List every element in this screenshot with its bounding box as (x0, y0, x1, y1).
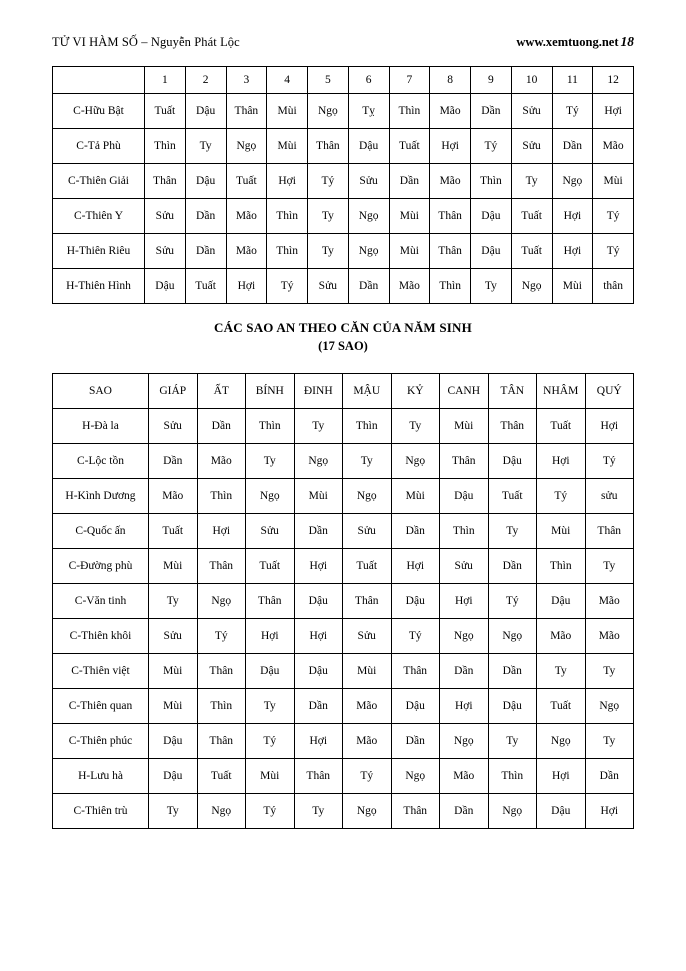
cell: Ngọ (440, 619, 489, 654)
header-cell-binh: BÍNH (246, 374, 295, 409)
cell: Dậu (294, 584, 343, 619)
cell: Ngọ (391, 759, 440, 794)
cell: Mùi (343, 654, 392, 689)
cell: Thân (430, 234, 471, 269)
cell: Dần (294, 514, 343, 549)
cell: Mùi (294, 479, 343, 514)
cell: Hợi (294, 724, 343, 759)
cell: Mão (343, 689, 392, 724)
row-label: H-Thiên Riêu (53, 234, 145, 269)
header-cell-9: 9 (471, 67, 512, 94)
page-header (52, 34, 634, 50)
table-row (53, 759, 634, 794)
book-title: TỬ VI HÀM SỐ – Nguyễn Phát Lộc (52, 35, 240, 49)
cell: Dần (440, 654, 489, 689)
cell: Sửu (343, 619, 392, 654)
header-cell-at: ẤT (197, 374, 246, 409)
cell: Dậu (488, 444, 537, 479)
cell: Ty (149, 794, 198, 829)
cell: Tuất (488, 479, 537, 514)
row-label: C-Văn tinh (53, 584, 149, 619)
cell: Ty (585, 654, 634, 689)
cell: Mão (585, 584, 634, 619)
cell: Mùi (537, 514, 586, 549)
table-row (53, 724, 634, 759)
cell: Thân (197, 724, 246, 759)
cell: Tý (267, 269, 308, 304)
cell: Mão (440, 759, 489, 794)
cell: Tý (593, 199, 634, 234)
cell: Mùi (246, 759, 295, 794)
cell: Thìn (389, 94, 430, 129)
cell: Thìn (343, 409, 392, 444)
header-cell-12: 12 (593, 67, 634, 94)
cell: Ty (471, 269, 512, 304)
cell: Mão (585, 619, 634, 654)
cell: Dần (391, 514, 440, 549)
row-label: C-Lộc tồn (53, 444, 149, 479)
cell: Ngọ (585, 689, 634, 724)
cell: Sửu (511, 129, 552, 164)
cell: Thân (197, 549, 246, 584)
cell: Mùi (552, 269, 593, 304)
row-label: H-Đà la (53, 409, 149, 444)
row-label: C-Thiên phúc (53, 724, 149, 759)
cell: Hợi (294, 619, 343, 654)
cell: Sửu (246, 514, 295, 549)
cell: Mùi (149, 654, 198, 689)
table-header-row (53, 374, 634, 409)
cell: Dậu (185, 164, 226, 199)
header-cell-8: 8 (430, 67, 471, 94)
cell: Thân (145, 164, 186, 199)
cell: Tuất (197, 759, 246, 794)
row-label: C-Tả Phù (53, 129, 145, 164)
cell: Ngọ (511, 269, 552, 304)
cell: Ngọ (552, 164, 593, 199)
header-cell-7: 7 (389, 67, 430, 94)
section-subtitle: (17 SAO) (318, 338, 368, 353)
cell: Sửu (348, 164, 389, 199)
cell: Mùi (389, 234, 430, 269)
cell: Tý (537, 479, 586, 514)
header-cell-11: 11 (552, 67, 593, 94)
cell: Tý (585, 444, 634, 479)
cell: Tuất (511, 199, 552, 234)
cell: Thìn (197, 479, 246, 514)
cell: Thân (488, 409, 537, 444)
cell: Dậu (488, 689, 537, 724)
cell: Ty (511, 164, 552, 199)
cell: Sửu (145, 199, 186, 234)
cell: Dần (471, 94, 512, 129)
cell: Thân (391, 654, 440, 689)
cell: Mão (226, 199, 267, 234)
cell: Ngọ (348, 199, 389, 234)
cell: Hợi (537, 444, 586, 479)
cell: Hợi (552, 234, 593, 269)
cell: Thân (391, 794, 440, 829)
row-label: C-Thiên quan (53, 689, 149, 724)
table-row (53, 584, 634, 619)
cell: Thân (197, 654, 246, 689)
cell: Sửu (149, 619, 198, 654)
cell: Dần (197, 409, 246, 444)
header-cell-blank (53, 67, 145, 94)
table-row (53, 479, 634, 514)
cell: Hợi (391, 549, 440, 584)
cell: Hợi (246, 619, 295, 654)
cell: Tỵ (348, 94, 389, 129)
cell: Tuất (511, 234, 552, 269)
cell: Tý (593, 234, 634, 269)
cell: Mão (593, 129, 634, 164)
cell: Tý (246, 794, 295, 829)
cell: Dậu (391, 689, 440, 724)
cell: Tuất (389, 129, 430, 164)
cell: Thìn (440, 514, 489, 549)
cell: Thìn (145, 129, 186, 164)
cell: Ngọ (488, 794, 537, 829)
table-row (53, 689, 634, 724)
cell: Ty (185, 129, 226, 164)
cell: Tuất (226, 164, 267, 199)
header-cell-1: 1 (145, 67, 186, 94)
cell: Dậu (537, 794, 586, 829)
site-url: www.xemtuong.net (516, 35, 619, 49)
cell: Mão (389, 269, 430, 304)
cell: Thân (430, 199, 471, 234)
cell: Sửu (440, 549, 489, 584)
cell: Dậu (391, 584, 440, 619)
cell: Thìn (488, 759, 537, 794)
header-cell-2: 2 (185, 67, 226, 94)
row-label: C-Đường phù (53, 549, 149, 584)
cell: Mão (149, 479, 198, 514)
header-cell-ky: KỶ (391, 374, 440, 409)
cell: Ngọ (348, 234, 389, 269)
cell: Tuất (185, 269, 226, 304)
cell: Dậu (440, 479, 489, 514)
cell: Hợi (593, 94, 634, 129)
cell: Mùi (149, 689, 198, 724)
cell: Mùi (389, 199, 430, 234)
cell: Thân (246, 584, 295, 619)
table-row (53, 619, 634, 654)
header-cell-10: 10 (511, 67, 552, 94)
header-cell-3: 3 (226, 67, 267, 94)
cell: Ty (488, 514, 537, 549)
cell: Dậu (246, 654, 295, 689)
cell: Mão (430, 94, 471, 129)
cell: Tý (552, 94, 593, 129)
cell: Mão (343, 724, 392, 759)
cell: Dậu (471, 234, 512, 269)
cell: Ngọ (440, 724, 489, 759)
cell: Thân (440, 444, 489, 479)
cell: Dần (391, 724, 440, 759)
row-label: C-Quốc ấn (53, 514, 149, 549)
cell: Tý (391, 619, 440, 654)
header-cell-quy: QUÝ (585, 374, 634, 409)
cell: Mão (226, 234, 267, 269)
cell: Tuất (343, 549, 392, 584)
cell: Dần (294, 689, 343, 724)
cell: Ngọ (226, 129, 267, 164)
cell: Dậu (294, 654, 343, 689)
header-cell-giap: GIÁP (149, 374, 198, 409)
header-cell-4: 4 (267, 67, 308, 94)
cell: Dần (185, 234, 226, 269)
row-label: C-Thiên khôi (53, 619, 149, 654)
cell: Sửu (308, 269, 349, 304)
cell: Ty (294, 794, 343, 829)
cell: Ty (246, 444, 295, 479)
table-row (53, 164, 634, 199)
header-cell-canh: CANH (440, 374, 489, 409)
cell: Ty (585, 549, 634, 584)
cell: Dần (488, 549, 537, 584)
cell: Tuất (145, 94, 186, 129)
cell: Ngọ (294, 444, 343, 479)
header-cell-nham: NHÂM (537, 374, 586, 409)
cell: Ty (585, 724, 634, 759)
cell: Thìn (471, 164, 512, 199)
cell: Ty (149, 584, 198, 619)
cell: Tuất (149, 514, 198, 549)
table-stars-by-branch (52, 66, 634, 304)
cell: Hợi (294, 549, 343, 584)
row-label: C-Thiên trù (53, 794, 149, 829)
header-cell-6: 6 (348, 67, 389, 94)
cell: Mùi (440, 409, 489, 444)
table-row (53, 129, 634, 164)
cell: thân (593, 269, 634, 304)
row-label: C-Hữu Bật (53, 94, 145, 129)
cell: Ty (537, 654, 586, 689)
cell: Sửu (343, 514, 392, 549)
cell: Dậu (537, 584, 586, 619)
cell: Dần (185, 199, 226, 234)
table-header-row (53, 67, 634, 94)
cell: Ty (294, 409, 343, 444)
cell: Ty (246, 689, 295, 724)
cell: Thìn (197, 689, 246, 724)
row-label: C-Thiên Giải (53, 164, 145, 199)
row-label: C-Thiên việt (53, 654, 149, 689)
cell: Hợi (552, 199, 593, 234)
cell: Sửu (149, 409, 198, 444)
cell: Ngọ (197, 584, 246, 619)
cell: Mão (197, 444, 246, 479)
cell: Dậu (149, 759, 198, 794)
cell: Hợi (585, 794, 634, 829)
cell: Tý (246, 724, 295, 759)
cell: Hợi (267, 164, 308, 199)
cell: Hợi (585, 409, 634, 444)
cell: Ty (488, 724, 537, 759)
cell: Dậu (348, 129, 389, 164)
cell: Thân (294, 759, 343, 794)
row-label: C-Thiên Y (53, 199, 145, 234)
table-row (53, 199, 634, 234)
cell: Dậu (185, 94, 226, 129)
cell: Hợi (197, 514, 246, 549)
cell: Ngọ (308, 94, 349, 129)
table-row (53, 234, 634, 269)
header-cell-sao: SAO (53, 374, 149, 409)
cell: sửu (585, 479, 634, 514)
cell: Thìn (537, 549, 586, 584)
page-number: 18 (620, 34, 634, 49)
cell: Thân (308, 129, 349, 164)
cell: Tuất (537, 409, 586, 444)
cell: Thân (226, 94, 267, 129)
header-cell-dinh: ĐINH (294, 374, 343, 409)
cell: Tuất (246, 549, 295, 584)
table-row (53, 514, 634, 549)
cell: Hợi (430, 129, 471, 164)
cell: Dậu (149, 724, 198, 759)
cell: Hợi (226, 269, 267, 304)
table-stars-by-stem (52, 373, 634, 829)
cell: Thìn (267, 199, 308, 234)
cell: Dần (348, 269, 389, 304)
cell: Mùi (391, 479, 440, 514)
cell: Dần (389, 164, 430, 199)
cell: Ngọ (197, 794, 246, 829)
cell: Mùi (267, 94, 308, 129)
cell: Dần (552, 129, 593, 164)
table-row (53, 444, 634, 479)
site-and-page (516, 34, 634, 50)
cell: Dần (488, 654, 537, 689)
cell: Thìn (267, 234, 308, 269)
cell: Dậu (471, 199, 512, 234)
cell: Ty (308, 199, 349, 234)
cell: Ngọ (343, 479, 392, 514)
cell: Tý (343, 759, 392, 794)
cell: Mùi (593, 164, 634, 199)
row-label: H-Lưu hà (53, 759, 149, 794)
cell: Ngọ (343, 794, 392, 829)
section-title: CÁC SAO AN THEO CĂN CỦA NĂM SINH (214, 320, 472, 335)
cell: Sửu (145, 234, 186, 269)
header-cell-5: 5 (308, 67, 349, 94)
cell: Sửu (511, 94, 552, 129)
cell: Hợi (440, 584, 489, 619)
cell: Ty (308, 234, 349, 269)
cell: Tý (197, 619, 246, 654)
cell: Dần (440, 794, 489, 829)
cell: Dần (149, 444, 198, 479)
cell: Hợi (440, 689, 489, 724)
table-row (53, 549, 634, 584)
cell: Ngọ (488, 619, 537, 654)
cell: Ty (391, 409, 440, 444)
table-row (53, 94, 634, 129)
row-label: H-Kình Dương (53, 479, 149, 514)
cell: Thìn (430, 269, 471, 304)
cell: Thân (343, 584, 392, 619)
cell: Ngọ (391, 444, 440, 479)
cell: Mùi (267, 129, 308, 164)
table-row (53, 269, 634, 304)
table-row (53, 654, 634, 689)
cell: Mão (537, 619, 586, 654)
cell: Mão (430, 164, 471, 199)
row-label: H-Thiên Hình (53, 269, 145, 304)
cell: Hợi (537, 759, 586, 794)
cell: Tuất (537, 689, 586, 724)
table-row (53, 409, 634, 444)
header-cell-tan: TÂN (488, 374, 537, 409)
header-cell-mau: MẬU (343, 374, 392, 409)
table-row (53, 794, 634, 829)
cell: Tý (471, 129, 512, 164)
cell: Mùi (149, 549, 198, 584)
cell: Thân (585, 514, 634, 549)
cell: Dậu (145, 269, 186, 304)
cell: Thìn (246, 409, 295, 444)
cell: Tý (308, 164, 349, 199)
cell: Tý (488, 584, 537, 619)
cell: Ty (343, 444, 392, 479)
cell: Dần (585, 759, 634, 794)
cell: Ngọ (537, 724, 586, 759)
cell: Ngọ (246, 479, 295, 514)
